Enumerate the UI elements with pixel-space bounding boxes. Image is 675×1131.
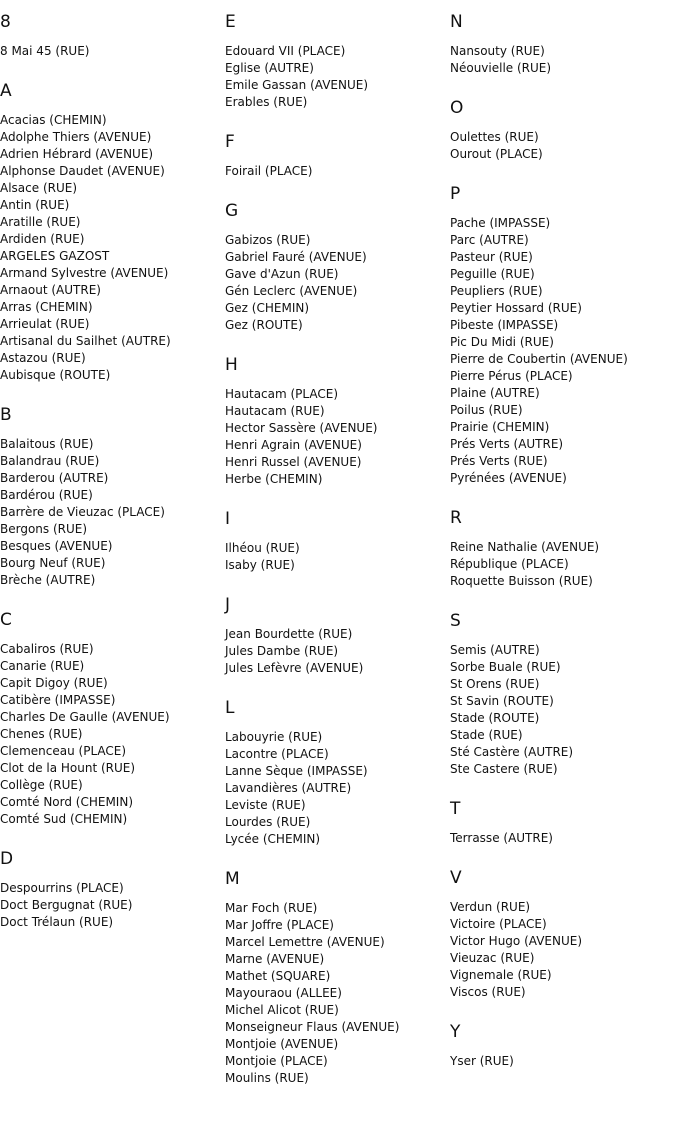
street-entry: Erables (RUE) [225, 95, 308, 109]
street-entry: Semis (AUTRE) [450, 643, 540, 657]
street-entry: Foirail (PLACE) [225, 164, 313, 178]
letter-section [225, 595, 445, 677]
street-entry: Peupliers (RUE) [450, 284, 543, 298]
street-entry: Clemenceau (PLACE) [0, 744, 127, 758]
street-entry: Monseigneur Flaus (AVENUE) [225, 1020, 400, 1034]
section-letter-heading: V [450, 868, 462, 888]
street-entry: Vieuzac (RUE) [450, 951, 535, 965]
street-entry: Bardérou (RUE) [0, 488, 93, 502]
street-entry: Viscos (RUE) [450, 985, 526, 999]
street-list [225, 729, 445, 848]
street-entry: Lavandières (AUTRE) [225, 781, 352, 795]
street-list [450, 899, 670, 1001]
section-letter-heading: G [225, 201, 239, 221]
street-entry: Victor Hugo (AVENUE) [450, 934, 583, 948]
street-list [450, 539, 670, 590]
letter-section [0, 849, 220, 931]
street-entry: Verdun (RUE) [450, 900, 531, 914]
street-entry: Ardiden (RUE) [0, 232, 85, 246]
street-entry: Sté Castère (AUTRE) [450, 745, 574, 759]
street-entry: Barderou (AUTRE) [0, 471, 109, 485]
street-entry: Lycée (CHEMIN) [225, 832, 321, 846]
street-entry: Gez (CHEMIN) [225, 301, 310, 315]
street-entry: Sorbe Buale (RUE) [450, 660, 561, 674]
street-entry: Astazou (RUE) [0, 351, 86, 365]
section-letter-heading: S [450, 611, 461, 631]
street-entry: Pic Du Midi (RUE) [450, 335, 554, 349]
street-entry: Arnaout (AUTRE) [0, 283, 101, 297]
street-entry: Lourdes (RUE) [225, 815, 311, 829]
street-list [0, 436, 220, 589]
street-entry: Balandrau (RUE) [0, 454, 100, 468]
section-letter-heading: B [0, 405, 12, 425]
section-letter-heading: J [225, 595, 231, 615]
street-entry: Doct Trélaun (RUE) [0, 915, 114, 929]
street-list [450, 642, 670, 778]
street-entry: République (PLACE) [450, 557, 569, 571]
letter-section [225, 509, 445, 574]
street-entry: Besques (AVENUE) [0, 539, 113, 553]
section-letter-heading: N [450, 12, 463, 32]
street-index-column-2 [225, 12, 445, 1108]
street-entry: Mathet (SQUARE) [225, 969, 331, 983]
section-letter-heading: O [450, 98, 464, 118]
street-entry: Alsace (RUE) [0, 181, 78, 195]
street-entry: Comté Nord (CHEMIN) [0, 795, 134, 809]
street-entry: Terrasse (AUTRE) [450, 831, 553, 845]
street-list [450, 43, 670, 77]
street-entry: Henri Russel (AVENUE) [225, 455, 362, 469]
street-entry: Isaby (RUE) [225, 558, 295, 572]
street-entry: Capit Digoy (RUE) [0, 676, 108, 690]
letter-section [450, 799, 670, 847]
section-letter-heading: R [450, 508, 462, 528]
street-entry: Bergons (RUE) [0, 522, 88, 536]
street-entry: Reine Nathalie (AVENUE) [450, 540, 600, 554]
section-letter-heading: A [0, 81, 12, 101]
street-entry: Peytier Hossard (RUE) [450, 301, 582, 315]
street-entry: Pyrénées (AVENUE) [450, 471, 567, 485]
letter-section [450, 184, 670, 487]
street-entry: Jean Bourdette (RUE) [225, 627, 353, 641]
letter-section [450, 98, 670, 163]
street-entry: Edouard VII (PLACE) [225, 44, 346, 58]
section-letter-heading: I [225, 509, 231, 529]
section-letter-heading: C [0, 610, 12, 630]
street-entry: Stade (ROUTE) [450, 711, 540, 725]
street-entry: 8 Mai 45 (RUE) [0, 44, 90, 58]
street-entry: Balaitous (RUE) [0, 437, 94, 451]
street-entry: Aubisque (ROUTE) [0, 368, 111, 382]
street-entry: Montjoie (PLACE) [225, 1054, 328, 1068]
section-letter-heading: T [450, 799, 461, 819]
street-index-column-3 [450, 12, 670, 1091]
street-list [225, 626, 445, 677]
letter-section [225, 698, 445, 848]
street-list [450, 215, 670, 487]
street-entry: Moulins (RUE) [225, 1071, 309, 1085]
street-entry: Alphonse Daudet (AVENUE) [0, 164, 165, 178]
street-entry: Cabaliros (RUE) [0, 642, 94, 656]
street-entry: Vignemale (RUE) [450, 968, 552, 982]
street-entry: Chenes (RUE) [0, 727, 83, 741]
street-entry: Gabizos (RUE) [225, 233, 311, 247]
section-letter-heading: P [450, 184, 461, 204]
street-entry: Aratille (RUE) [0, 215, 81, 229]
street-entry: Hector Sassère (AVENUE) [225, 421, 378, 435]
street-list [0, 641, 220, 828]
street-entry: Herbe (CHEMIN) [225, 472, 323, 486]
street-entry: Catibère (IMPASSE) [0, 693, 116, 707]
street-entry: Adolphe Thiers (AVENUE) [0, 130, 152, 144]
street-entry: Marcel Lemettre (AVENUE) [225, 935, 385, 949]
letter-section [0, 81, 220, 384]
street-list [225, 900, 445, 1087]
street-entry: Acacias (CHEMIN) [0, 113, 107, 127]
street-entry: Despourrins (PLACE) [0, 881, 124, 895]
section-letter-heading: E [225, 12, 236, 32]
street-entry: Ourout (PLACE) [450, 147, 543, 161]
street-entry: Comté Sud (CHEMIN) [0, 812, 128, 826]
street-entry: Emile Gassan (AVENUE) [225, 78, 369, 92]
street-entry: Canarie (RUE) [0, 659, 85, 673]
street-list [225, 232, 445, 334]
street-index-column-1 [0, 12, 220, 952]
street-entry: Gave d'Azun (RUE) [225, 267, 339, 281]
street-entry: Barrère de Vieuzac (PLACE) [0, 505, 165, 519]
street-entry: Pasteur (RUE) [450, 250, 533, 264]
street-entry: Arras (CHEMIN) [0, 300, 93, 314]
street-entry: Poilus (RUE) [450, 403, 523, 417]
street-entry: Arrieulat (RUE) [0, 317, 90, 331]
street-entry: Armand Sylvestre (AVENUE) [0, 266, 169, 280]
street-list [0, 43, 220, 60]
street-entry: Oulettes (RUE) [450, 130, 539, 144]
street-entry: Gén Leclerc (AVENUE) [225, 284, 358, 298]
street-entry: Ilhéou (RUE) [225, 541, 300, 555]
street-entry: Artisanal du Sailhet (AUTRE) [0, 334, 171, 348]
street-entry: Hautacam (PLACE) [225, 387, 339, 401]
street-entry: Mayouraou (ALLEE) [225, 986, 342, 1000]
street-entry: Néouvielle (RUE) [450, 61, 552, 75]
street-entry: Labouyrie (RUE) [225, 730, 323, 744]
street-entry: Nansouty (RUE) [450, 44, 545, 58]
street-list [225, 163, 445, 180]
street-list [0, 880, 220, 931]
street-entry: Plaine (AUTRE) [450, 386, 540, 400]
section-letter-heading: F [225, 132, 235, 152]
street-entry: Stade (RUE) [450, 728, 523, 742]
letter-section [0, 405, 220, 589]
street-entry: Bourg Neuf (RUE) [0, 556, 106, 570]
street-entry: Pierre de Coubertin (AVENUE) [450, 352, 628, 366]
street-entry: Antin (RUE) [0, 198, 70, 212]
street-entry: Pache (IMPASSE) [450, 216, 551, 230]
street-list [0, 112, 220, 384]
street-entry: Gez (ROUTE) [225, 318, 303, 332]
street-entry: Lacontre (PLACE) [225, 747, 329, 761]
letter-section [225, 201, 445, 334]
street-entry: Henri Agrain (AVENUE) [225, 438, 362, 452]
section-letter-heading: 8 [0, 12, 11, 32]
street-entry: Montjoie (AVENUE) [225, 1037, 339, 1051]
section-letter-heading: L [225, 698, 235, 718]
street-entry: Yser (RUE) [450, 1054, 514, 1068]
street-entry: Charles De Gaulle (AVENUE) [0, 710, 170, 724]
street-list [225, 43, 445, 111]
street-entry: Clot de la Hount (RUE) [0, 761, 136, 775]
street-list [450, 1053, 670, 1070]
street-entry: Leviste (RUE) [225, 798, 306, 812]
street-entry: Lanne Sèque (IMPASSE) [225, 764, 368, 778]
letter-section [450, 508, 670, 590]
street-entry: Mar Joffre (PLACE) [225, 918, 334, 932]
letter-section [225, 12, 445, 111]
letter-section [450, 1022, 670, 1070]
street-entry: Ste Castere (RUE) [450, 762, 558, 776]
letter-section [0, 12, 220, 60]
street-entry: Jules Dambe (RUE) [225, 644, 339, 658]
street-entry: Prés Verts (RUE) [450, 454, 548, 468]
section-letter-heading: D [0, 849, 14, 869]
section-letter-heading: Y [450, 1022, 461, 1042]
letter-section [450, 12, 670, 77]
letter-section [450, 868, 670, 1001]
street-entry: Mar Foch (RUE) [225, 901, 318, 915]
street-entry: Peguille (RUE) [450, 267, 535, 281]
street-entry: Brèche (AUTRE) [0, 573, 96, 587]
letter-section [225, 869, 445, 1087]
letter-section [225, 355, 445, 488]
street-list [450, 129, 670, 163]
street-list [225, 540, 445, 574]
street-entry: Prairie (CHEMIN) [450, 420, 550, 434]
street-entry: Michel Alicot (RUE) [225, 1003, 339, 1017]
street-entry: St Orens (RUE) [450, 677, 540, 691]
street-entry: Eglise (AUTRE) [225, 61, 314, 75]
street-entry: Prés Verts (AUTRE) [450, 437, 564, 451]
street-entry: Pierre Pérus (PLACE) [450, 369, 573, 383]
letter-section [225, 132, 445, 180]
street-entry: St Savin (ROUTE) [450, 694, 554, 708]
street-list [450, 830, 670, 847]
section-letter-heading: H [225, 355, 238, 375]
street-entry: Pibeste (IMPASSE) [450, 318, 559, 332]
street-entry: Hautacam (RUE) [225, 404, 325, 418]
street-entry: Gabriel Fauré (AVENUE) [225, 250, 367, 264]
street-entry: ARGELES GAZOST [0, 249, 110, 263]
section-letter-heading: M [225, 869, 240, 889]
letter-section [0, 610, 220, 828]
street-entry: Roquette Buisson (RUE) [450, 574, 593, 588]
street-entry: Marne (AVENUE) [225, 952, 325, 966]
letter-section [450, 611, 670, 778]
street-list [225, 386, 445, 488]
street-entry: Victoire (PLACE) [450, 917, 547, 931]
street-entry: Collège (RUE) [0, 778, 83, 792]
street-entry: Adrien Hébrard (AVENUE) [0, 147, 154, 161]
street-entry: Jules Lefèvre (AVENUE) [225, 661, 364, 675]
street-entry: Doct Bergugnat (RUE) [0, 898, 133, 912]
street-entry: Parc (AUTRE) [450, 233, 529, 247]
